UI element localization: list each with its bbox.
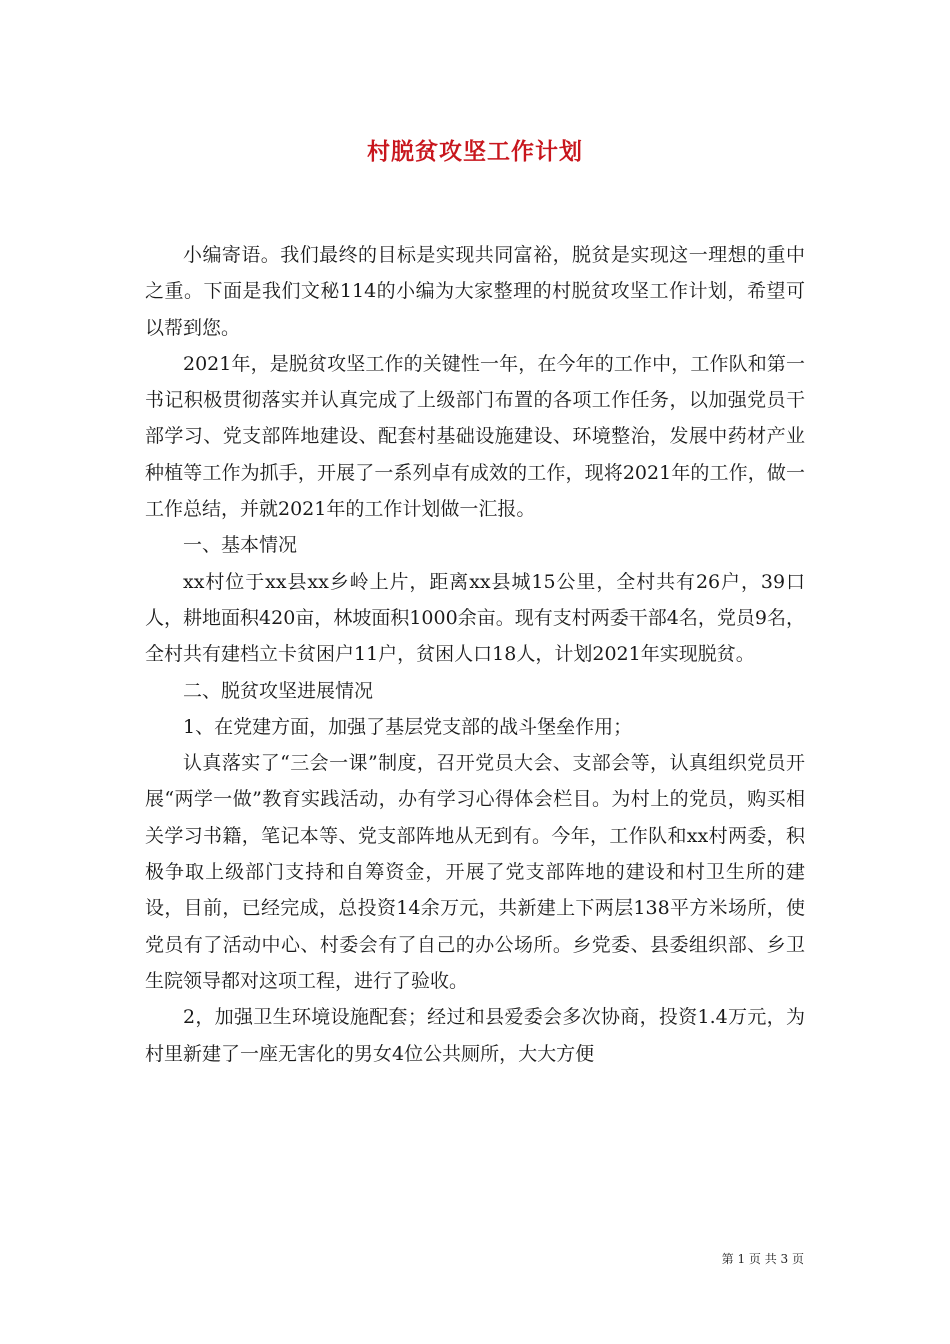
paragraph-overview: 2021年，是脱贫攻坚工作的关键性一年，在今年的工作中，工作队和第一书记积极贯彻落实并认真完成了上级部门布置的各项工作任务，以加强党员干部学习、党支部阵地建设、配套村基础设施建设、环境整治，发展中药材产业种植等工作为抓手，开展了一系列卓有成效的工作，现将2021年的工作，做一工作总结，并就2021年的工作计划做一汇报。 <box>145 352 805 521</box>
document-title: 村脱贫攻坚工作计划 <box>367 138 583 165</box>
page-footer: 第 1 页 共 3 页 <box>721 1252 804 1266</box>
heading-progress: 二、脱贫攻坚进展情况 <box>183 679 374 702</box>
heading-basic-situation: 一、基本情况 <box>183 534 298 557</box>
document-body <box>145 237 805 1072</box>
paragraph-village-info: xx村位于xx县xx乡岭上片，距离xx县城15公里，全村共有26户，39口人，耕地面积420亩，林坡面积1000余亩。现有支村两委干部4名，党员9名，全村共有建档立卡贫困户11户，贫困人口18人，计划2021年实现脱贫。 <box>145 570 805 666</box>
paragraph-party-building-heading: 1、在党建方面，加强了基层党支部的战斗堡垒作用； <box>183 715 633 738</box>
paragraph-intro: 小编寄语。我们最终的目标是实现共同富裕，脱贫是实现这一理想的重中之重。下面是我们文秘114的小编为大家整理的村脱贫攻坚工作计划，希望可以帮到您。 <box>145 244 805 339</box>
paragraph-party-building: 认真落实了“三会一课”制度，召开党员大会、支部会等，认真组织党员开展“两学一做”教育实践活动，办有学习心得体会栏目。为村上的党员，购买相关学习书籍，笔记本等、党支部阵地从无到有。今年，工作队和xx村两委，积极争取上级部门支持和自筹资金，开展了党支部阵地的建设和村卫生所的建设，目前，已经完成，总投资14余万元，共新建上下两层138平方米场所，使党员有了活动中心、村委会有了自己的办公场所。乡党委、县委组织部、乡卫生院领导都对这项工程，进行了验收。 <box>145 752 805 992</box>
paragraph-sanitation: 2，加强卫生环境设施配套；经过和县爱委会多次协商，投资1.4万元，为村里新建了一座无害化的男女4位公共厕所，大大方便 <box>145 1006 805 1065</box>
